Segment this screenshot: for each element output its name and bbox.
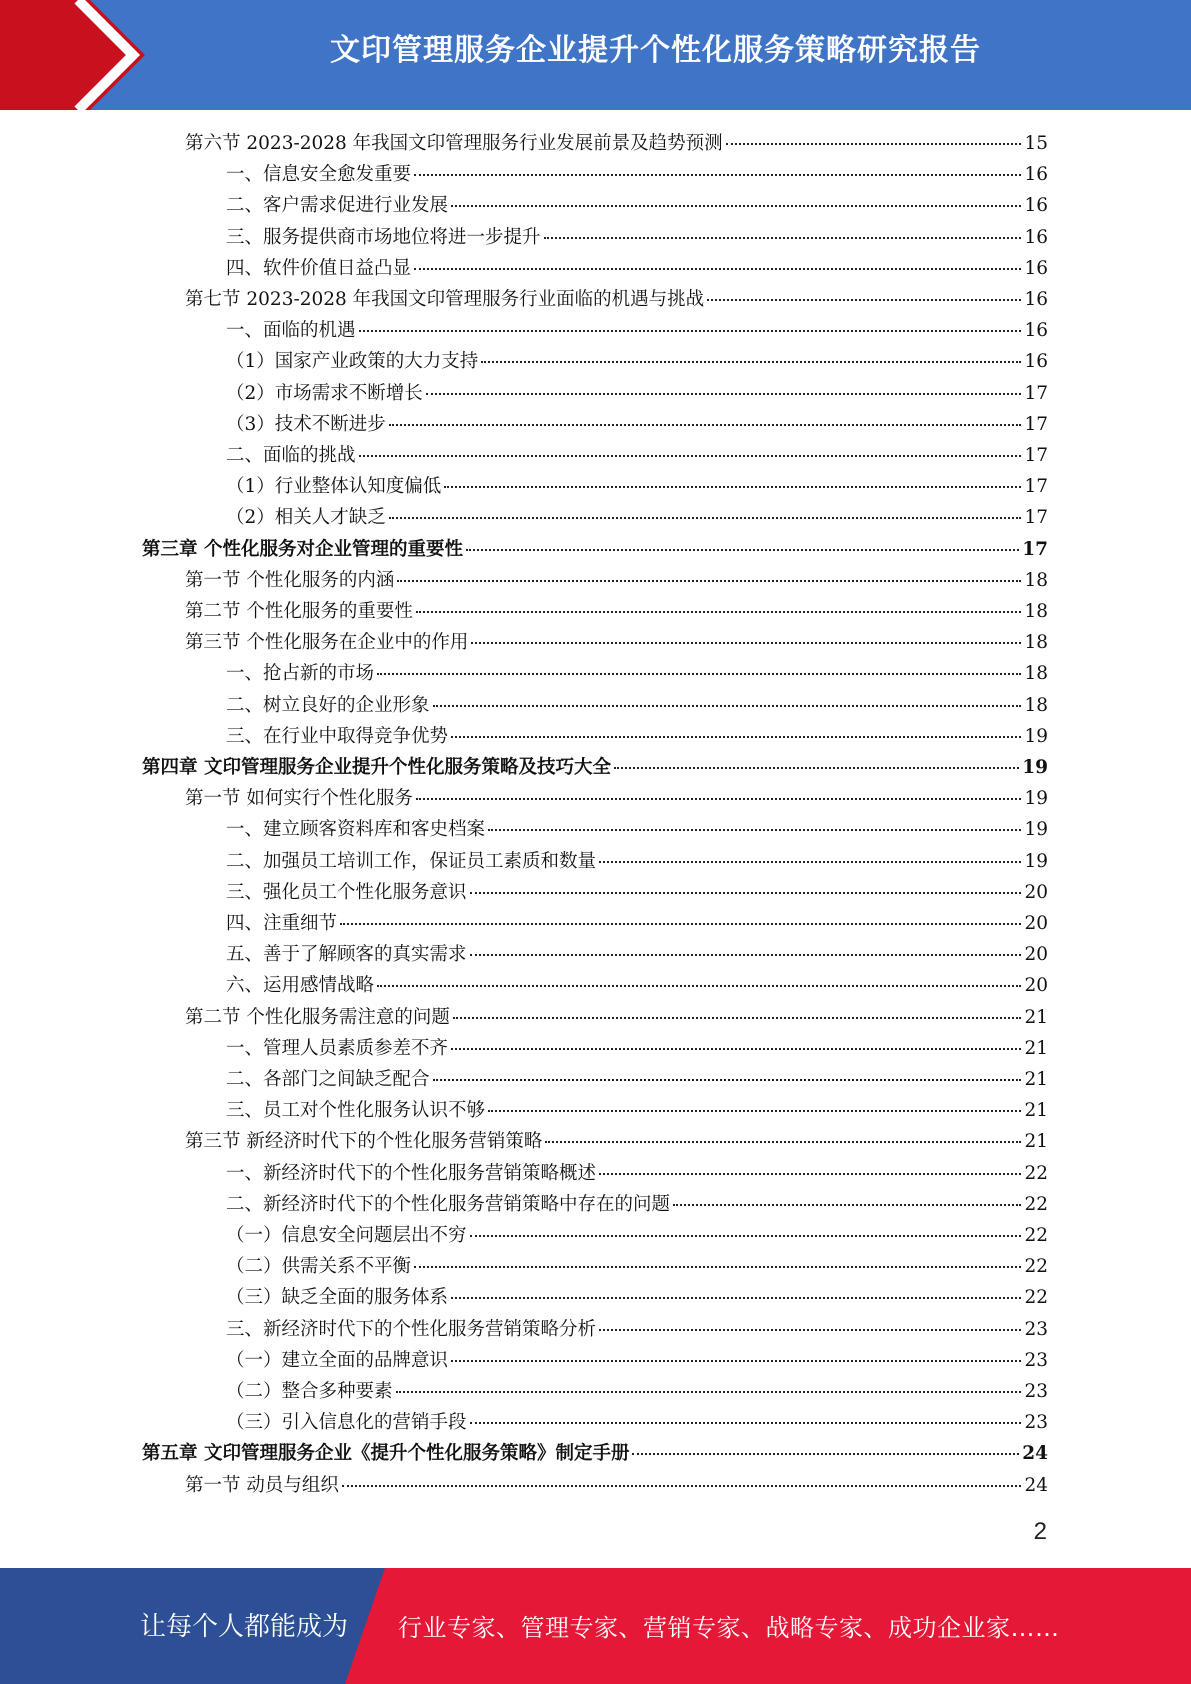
toc-entry-page: 19 [1024,850,1048,872]
toc-entry-item[interactable] [226,222,1048,253]
toc-entry-label: 一、建立顾客资料库和客史档案 [226,819,486,841]
toc-entry-page: 17 [1024,476,1048,498]
toc-entry-page: 15 [1024,133,1048,154]
toc-dot-leader [632,1453,1019,1455]
toc-entry-label: 一、信息安全愈发重要 [226,164,412,186]
footer-slogan-left: 让每个人都能成为 [140,1612,349,1642]
toc-entry-label: 第二节 个性化服务的重要性 [185,601,413,622]
header-banner [0,0,1191,110]
toc-entry-item[interactable] [226,1033,1048,1064]
toc-dot-leader [340,923,1021,925]
toc-entry-page: 16 [1024,289,1048,310]
toc-dot-leader [414,174,1021,176]
toc-entry-item[interactable] [226,908,1048,939]
toc-entry-page: 20 [1024,881,1048,903]
toc-dot-leader [416,798,1022,800]
toc-entry-label: 第七节 2023-2028 年我国文印管理服务行业面临的机遇与挑战 [185,289,705,310]
toc-entry-page: 18 [1024,569,1048,591]
toc-dot-leader [377,673,1021,675]
toc-dot-leader [389,517,1022,519]
toc-entry-sub[interactable] [226,1376,1048,1407]
toc-entry-sub[interactable] [226,1220,1048,1251]
toc-dot-leader [377,985,1021,987]
toc-entry-item[interactable] [226,1095,1048,1126]
toc-entry-page: 16 [1024,351,1048,373]
toc-entry-label: 五、善于了解顾客的真实需求 [226,944,467,966]
toc-entry-page: 22 [1024,1256,1048,1278]
toc-entry-page: 19 [1022,757,1048,778]
toc-dot-leader [444,486,1021,488]
toc-entry-page: 23 [1024,1349,1048,1371]
toc-dot-leader [726,143,1022,145]
toc-entry-section[interactable] [185,596,1048,627]
toc-entry-section[interactable] [185,783,1048,814]
toc-entry-item[interactable] [226,315,1048,346]
toc-entry-page: 17 [1024,413,1048,435]
toc-entry-page: 17 [1024,507,1048,529]
toc-entry-item[interactable] [226,253,1048,284]
toc-dot-leader [488,1110,1021,1112]
toc-dot-leader [342,1485,1022,1487]
toc-entry-page: 21 [1024,1006,1048,1028]
toc-entry-item[interactable] [226,1314,1048,1345]
toc-entry-sub[interactable] [226,471,1048,502]
toc-entry-item[interactable] [226,970,1048,1001]
toc-entry-page: 20 [1024,944,1048,966]
toc-entry-label: 三、新经济时代下的个性化服务营销策略分析 [226,1318,597,1340]
toc-entry-label: 第五章 文印管理服务企业《提升个性化服务策略》制定手册 [142,1443,630,1465]
toc-entry-label: （2）市场需求不断增长 [226,382,423,404]
toc-dot-leader [396,1391,1022,1393]
toc-entry-chapter[interactable] [142,1438,1048,1469]
toc-entry-item[interactable] [226,190,1048,221]
toc-dot-leader [433,705,1022,707]
toc-entry-label: （3）技术不断进步 [226,413,386,435]
toc-entry-label: （1）国家产业政策的大力支持 [226,351,479,373]
toc-entry-label: 第三节 新经济时代下的个性化服务营销策略 [185,1131,543,1153]
toc-entry-page: 19 [1024,819,1048,841]
toc-entry-label: 三、在行业中取得竞争优势 [226,725,449,747]
footer-slogan-right: 行业专家、管理专家、营销专家、战略专家、成功企业家…… [398,1614,1060,1642]
toc-dot-leader [707,299,1021,301]
toc-entry-page: 16 [1024,164,1048,186]
toc-entry-item[interactable] [226,877,1048,908]
footer-banner [0,1568,1191,1684]
toc-entry-label: （二）整合多种要素 [226,1381,393,1402]
toc-entry-item[interactable] [226,721,1048,752]
toc-dot-leader [470,892,1022,894]
toc-dot-leader [451,1048,1021,1050]
toc-dot-leader [414,1266,1021,1268]
toc-entry-page: 22 [1024,1287,1048,1309]
toc-entry-page: 18 [1024,694,1048,716]
toc-dot-leader [451,205,1021,207]
toc-dot-leader [470,1235,1022,1237]
toc-dot-leader [614,767,1019,769]
toc-entry-label: 第二节 个性化服务需注意的问题 [185,1006,450,1028]
toc-entry-sub[interactable] [226,378,1048,409]
toc-entry-page: 21 [1024,1131,1048,1153]
page-number: 2 [1033,1518,1047,1545]
toc-entry-page: 22 [1024,1193,1048,1215]
toc-entry-page: 16 [1024,195,1048,217]
toc-dot-leader [470,954,1022,956]
toc-entry-label: 一、抢占新的市场 [226,663,375,685]
toc-dot-leader [433,1079,1022,1081]
toc-entry-item[interactable] [226,846,1048,877]
toc-entry-label: 第一节 个性化服务的内涵 [185,569,395,591]
toc-dot-leader [481,361,1021,363]
toc-entry-label: 第三节 个性化服务在企业中的作用 [185,632,469,654]
toc-dot-leader [488,829,1021,831]
toc-entry-section[interactable] [185,128,1048,159]
toc-entry-label: 六、运用感情战略 [226,975,375,997]
toc-entry-page: 24 [1022,1443,1048,1465]
toc-entry-section[interactable] [185,1126,1048,1157]
toc-dot-leader [599,861,1021,863]
toc-dot-leader [451,1360,1021,1362]
toc-dot-leader [453,1017,1022,1019]
toc-entry-label: 二、各部门之间缺乏配合 [226,1069,430,1090]
toc-entry-page: 16 [1024,257,1048,279]
toc-entry-section[interactable] [185,565,1048,596]
toc-dot-leader [414,268,1021,270]
toc-entry-label: 三、服务提供商市场地位将进一步提升 [226,226,541,248]
toc-entry-page: 17 [1024,445,1048,466]
report-title: 文印管理服务企业提升个性化服务策略研究报告 [330,33,981,68]
toc-entry-label: 二、加强员工培训工作，保证员工素质和数量 [226,850,597,872]
toc-entry-sub[interactable] [226,346,1048,377]
toc-entry-label: 二、客户需求促进行业发展 [226,195,449,217]
toc-entry-label: （2）相关人才缺乏 [226,507,386,529]
toc-dot-leader [466,549,1019,551]
toc-entry-label: 二、面临的挑战 [226,445,356,466]
toc-entry-page: 21 [1024,1069,1048,1090]
toc-dot-leader [673,1204,1021,1206]
toc-entry-section[interactable] [185,627,1048,658]
toc-entry-section[interactable] [185,1470,1048,1501]
toc-entry-sub[interactable] [226,502,1048,533]
toc-dot-leader [451,1297,1021,1299]
toc-dot-leader [389,424,1022,426]
toc-entry-item[interactable] [226,1064,1048,1095]
toc-entry-page: 23 [1024,1318,1048,1340]
toc-entry-label: 第四章 文印管理服务企业提升个性化服务策略及技巧大全 [142,757,611,778]
toc-entry-item[interactable] [226,159,1048,190]
toc-entry-label: 第一节 动员与组织 [185,1474,339,1496]
toc-entry-item[interactable] [226,440,1048,471]
toc-entry-label: （三）引入信息化的营销手段 [226,1412,467,1434]
toc-dot-leader [471,642,1021,644]
toc-entry-label: （1）行业整体认知度偏低 [226,476,442,498]
toc-entry-page: 22 [1024,1225,1048,1246]
toc-entry-page: 21 [1024,1100,1048,1122]
toc-entry-label: （二）供需关系不平衡 [226,1256,412,1278]
toc-entry-sub[interactable] [226,1345,1048,1376]
toc-dot-leader [359,455,1022,457]
toc-entry-page: 16 [1024,320,1048,342]
toc-entry-label: 第一节 如何实行个性化服务 [185,788,413,810]
toc-entry-item[interactable] [226,690,1048,721]
toc-entry-sub[interactable] [226,1282,1048,1313]
toc-dot-leader [397,580,1021,582]
toc-entry-item[interactable] [226,814,1048,845]
toc-entry-item[interactable] [226,658,1048,689]
toc-entry-page: 16 [1024,226,1048,248]
toc-entry-page: 18 [1024,632,1048,654]
toc-entry-sub[interactable] [226,1251,1048,1282]
toc-entry-label: 一、管理人员素质参差不齐 [226,1037,449,1059]
toc-entry-label: 第三章 个性化服务对企业管理的重要性 [142,538,463,560]
toc-entry-sub[interactable] [226,1407,1048,1438]
toc-entry-chapter[interactable] [142,534,1048,565]
toc-entry-page: 17 [1024,382,1048,404]
toc-dot-leader [451,736,1021,738]
red-arrow-logo [0,0,145,110]
toc-dot-leader [470,1422,1022,1424]
toc-dot-leader [359,330,1022,332]
toc-entry-label: 二、新经济时代下的个性化服务营销策略中存在的问题 [226,1193,671,1215]
toc-entry-label: 二、树立良好的企业形象 [226,694,430,716]
toc-entry-item[interactable] [226,1158,1048,1189]
toc-entry-section[interactable] [185,1002,1048,1033]
toc-entry-label: 三、强化员工个性化服务意识 [226,881,467,903]
toc-entry-label: （一）建立全面的品牌意识 [226,1349,449,1371]
toc-entry-page: 17 [1022,538,1048,560]
toc-entry-page: 20 [1024,913,1048,934]
toc-entry-chapter[interactable] [142,752,1048,783]
toc-entry-page: 24 [1024,1474,1048,1496]
toc-entry-page: 21 [1024,1037,1048,1059]
toc-dot-leader [545,1141,1021,1143]
toc-entry-page: 18 [1024,663,1048,685]
toc-entry-page: 19 [1024,788,1048,810]
toc-entry-label: 四、注重细节 [226,913,338,934]
toc-entry-page: 23 [1024,1381,1048,1402]
toc-entry-page: 23 [1024,1412,1048,1434]
toc-entry-label: 四、软件价值日益凸显 [226,257,412,279]
toc-entry-label: 三、员工对个性化服务认识不够 [226,1100,486,1122]
toc-entry-item[interactable] [226,939,1048,970]
toc-dot-leader [544,237,1022,239]
toc-dot-leader [426,393,1022,395]
toc-dot-leader [416,611,1022,613]
toc-entry-label: （三）缺乏全面的服务体系 [226,1287,449,1309]
toc-dot-leader [599,1173,1021,1175]
toc-entry-page: 18 [1024,601,1048,622]
toc-entry-label: 一、新经济时代下的个性化服务营销策略概述 [226,1162,597,1184]
toc-entry-label: （一）信息安全问题层出不穷 [226,1225,467,1246]
toc-entry-page: 20 [1024,975,1048,997]
toc-entry-page: 22 [1024,1162,1048,1184]
toc-dot-leader [599,1329,1021,1331]
toc-entry-sub[interactable] [226,409,1048,440]
toc-entry-label: 一、面临的机遇 [226,320,356,342]
toc-entry-label: 第六节 2023-2028 年我国文印管理服务行业发展前景及趋势预测 [185,133,723,154]
toc-entry-section[interactable] [185,284,1048,315]
toc-entry-item[interactable] [226,1189,1048,1220]
toc-entry-page: 19 [1024,725,1048,747]
